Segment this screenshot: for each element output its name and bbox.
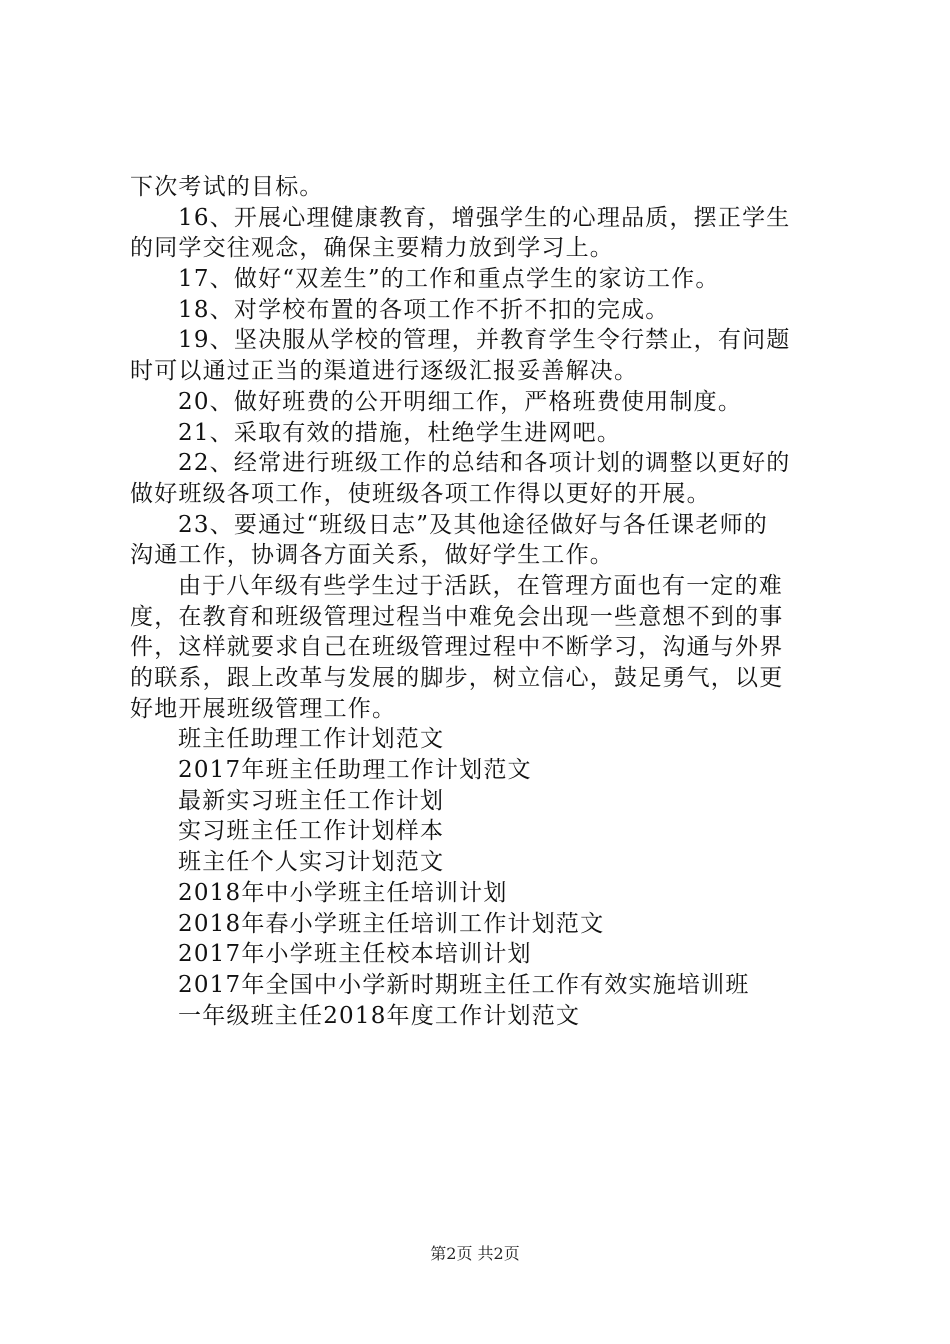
text-line: 的联系，跟上改革与发展的脚步，树立信心，鼓足勇气，以更: [130, 665, 784, 691]
text-line: 度，在教育和班级管理过程当中难免会出现一些意想不到的事: [130, 603, 784, 630]
document-body: [130, 172, 835, 1031]
text-line: 时可以通过正当的渠道进行逐级汇报妥善解决。: [130, 358, 639, 385]
text-line: 由于八年级有些学生过于活跃，在管理方面也有一定的难: [178, 572, 783, 599]
text-line: 沟通工作，协调各方面关系，做好学生工作。: [130, 542, 614, 569]
text-line: 16、开展心理健康教育，增强学生的心理品质，摆正学生: [178, 204, 791, 231]
text-line: 下次考试的目标。: [130, 174, 324, 200]
text-line: 2018年中小学班主任培训计划: [178, 879, 508, 906]
text-line: 好地开展班级管理工作。: [130, 695, 397, 722]
text-line: 21、采取有效的措施，杜绝学生进网吧。: [178, 419, 622, 446]
text-line: 2017年全国中小学新时期班主任工作有效实施培训班: [178, 971, 750, 998]
text-line: 2018年春小学班主任培训工作计划范文: [178, 910, 605, 937]
text-line: 班主任助理工作计划范文: [178, 726, 445, 753]
text-line: 23、要通过“班级日志”及其他途径做好与各任课老师的: [178, 511, 768, 538]
text-line: 22、经常进行班级工作的总结和各项计划的调整以更好的: [178, 450, 791, 477]
text-line: 18、对学校布置的各项工作不折不扣的完成。: [178, 296, 670, 323]
text-line: 件，这样就要求自己在班级管理过程中不断学习，沟通与外界: [130, 634, 784, 661]
text-line: 2017年小学班主任校本培训计划: [178, 941, 532, 968]
text-line: 20、做好班费的公开明细工作，严格班费使用制度。: [178, 388, 743, 415]
text-line: 实习班主任工作计划样本: [178, 818, 445, 845]
text-line: 做好班级各项工作，使班级各项工作得以更好的开展。: [130, 480, 711, 507]
text-line: 班主任个人实习计划范文: [178, 849, 445, 876]
page-footer: 第2页 共2页: [430, 1244, 520, 1263]
text-line: 17、做好“双差生”的工作和重点学生的家访工作。: [178, 266, 720, 293]
text-line: 一年级班主任2018年度工作计划范文: [178, 1002, 581, 1029]
text-line: 2017年班主任助理工作计划范文: [178, 757, 532, 784]
text-line: 19、坚决服从学校的管理，并教育学生令行禁止，有问题: [178, 327, 791, 354]
text-line: 的同学交往观念，确保主要精力放到学习上。: [130, 235, 614, 262]
text-line: 最新实习班主任工作计划: [178, 787, 445, 814]
